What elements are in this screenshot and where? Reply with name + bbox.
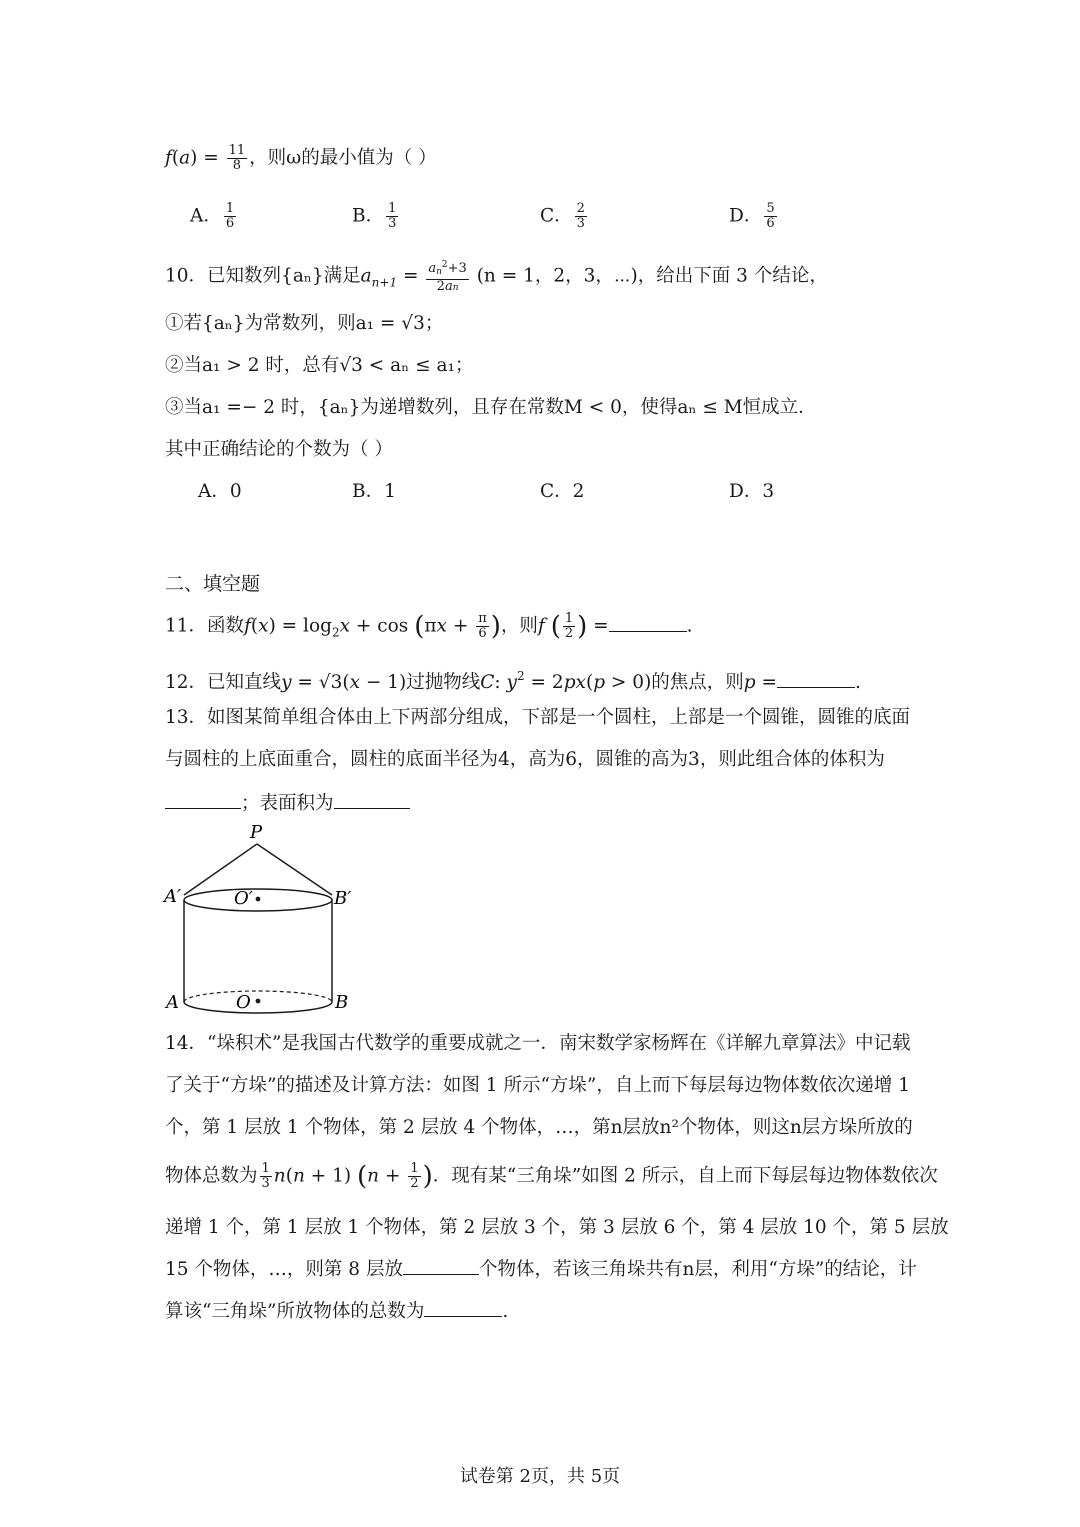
q11-line: 11．函数$f(x) = \log_2x + \cos (\pi x$ + $\frac{\pi}{6}$ )，则f ( $\frac{1}{2}$ ) = . [165,611,693,642]
q10-conclusion-1: ①若{aₙ}为常数列，则a₁ = √3； [165,313,444,334]
fraction: $\frac{11}{8}$ [228,143,246,173]
q12-answer-blank[interactable] [777,669,855,688]
label-b: B [335,992,349,1013]
q14-line-4: 物体总数为 $\frac{1}{3}$ n(n + 1) (n + $\frac{1}{2}$ )．现有某“三角垛”如图 2 所示，自上而下每层每边物体数依次 [165,1161,938,1192]
q14-line-6: 15 个物体，…，则第 8 层放 个物体，若该三角垛共有n层，利用“方垛”的结论，计 [165,1256,917,1284]
q13-volume-blank[interactable] [165,790,241,809]
q10-option-a: A．0 [198,481,242,502]
q10-stem: 10．已知数列{aₙ}满足$a_{n+1}$ = $\frac{a_n^2+3}{2an}$ (n = 1，2，3，⋯)，给出下面 3 个结论， [165,260,828,294]
q14-line-7: 算该“三角垛”所放物体的总数为 . [165,1298,508,1326]
q14-line-2: 了关于“方垛”的描述及计算方法：如图 1 所示“方垛”，自上而下每层每边物体数依次递增 1 [165,1075,911,1096]
q11-answer-blank[interactable] [609,613,687,632]
label-a: A [166,992,179,1013]
q9-option-a: A． $\frac{1}{6}$ [190,201,235,231]
label-o: O [236,992,251,1013]
q14-total-blank[interactable] [424,1298,502,1317]
q13-line-3: ；表面积为 [165,790,410,818]
q9-stem-line: f(a) = $\frac{11}{8}$ ，则ω的最小值为（ ） [165,143,437,173]
q10-option-d: D．3 [729,481,775,502]
q10-conclusion-2: ②当a₁ > 2 时，总有√3 < aₙ ≤ a₁； [165,355,474,376]
q10-question: 其中正确结论的个数为（ ） [165,439,393,460]
label-p: P [250,822,263,843]
q9-option-b: B． $\frac{1}{3}$ [352,201,397,231]
q13-line-1: 13．如图某简单组合体由上下两部分组成，下部是一个圆柱，上部是一个圆锥，圆锥的底面 [165,707,911,728]
label-b-prime: B′ [334,888,352,909]
q14-line-1: 14．“垛积术”是我国古代数学的重要成就之一．南宋数学家杨辉在《详解九章算法》中记载 [165,1033,911,1054]
page-footer: 试卷第 2页，共 5页 [459,1466,621,1487]
cone-cylinder-figure [160,820,370,1020]
q10-conclusion-3: ③当a₁ =− 2 时，{aₙ}为递增数列，且存在常数M < 0，使得aₙ ≤ M恒成立． [165,397,817,418]
q14-line-3: 个，第 1 层放 1 个物体，第 2 层放 4 个物体，…，第n层放n²个物体，则这n层方垛所放的 [165,1117,913,1138]
q10-option-c: C．2 [540,481,585,502]
q14-layer8-blank[interactable] [403,1256,479,1275]
q9-stem-end: ，则ω的最小值为（ ） [249,147,437,169]
label-a-prime: A′ [164,886,182,907]
q10-option-b: B．1 [352,481,396,502]
section-title: 二、填空题 [165,573,261,595]
q9-option-c: C． $\frac{2}{3}$ [540,201,585,231]
q12-line: 12．已知直线y = √3(x − 1)过抛物线C: $y^2 = 2px(p > 0)$的焦点，则p = . [165,669,861,693]
label-o-prime: O′ [234,888,253,909]
q9-option-d: D． $\frac{5}{6}$ [729,201,775,231]
q14-line-5: 递增 1 个，第 1 层放 1 个物体，第 2 层放 3 个，第 3 层放 6 个，第 4 层放 10 个，第 5 层放 [165,1217,949,1238]
q13-line-2: 与圆柱的上底面重合，圆柱的底面半径为4，高为6，圆锥的高为3，则此组合体的体积为 [165,749,885,770]
q13-surface-blank[interactable] [334,790,410,809]
